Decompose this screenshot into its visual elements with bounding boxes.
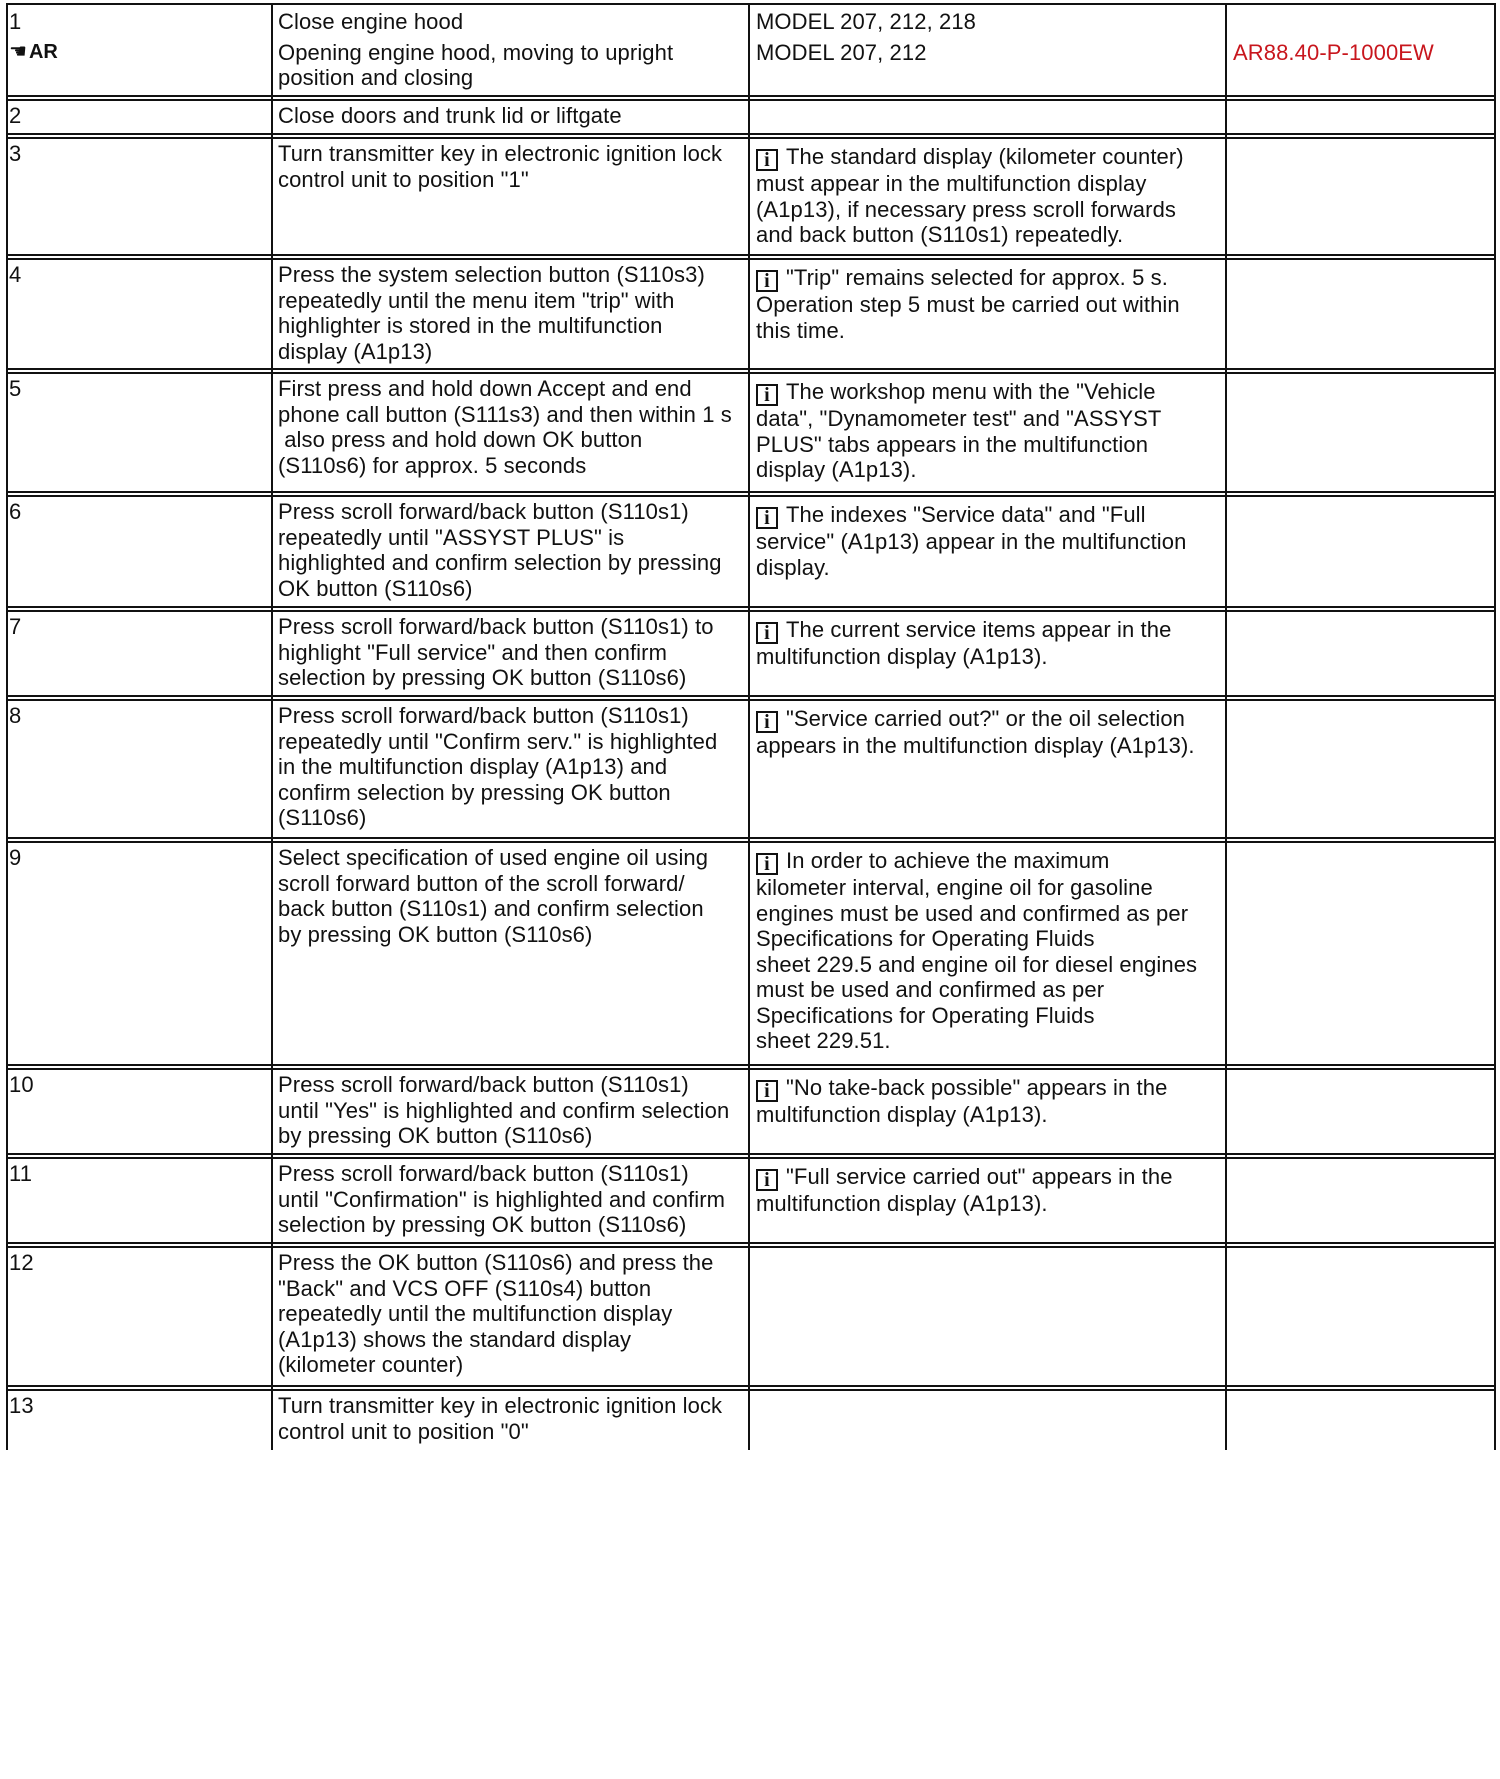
step-number: 8 <box>9 703 22 728</box>
info-icon: i <box>756 853 778 875</box>
note-text: i In order to achieve the maximum kilometer interval, engine oil for gasoline engines must be used and confirmed as per Specifications for Operating Fluids sheet 229.5 and engine oil for diesel engines must be used and confirmed as per Specifications for Operating Fluids sheet 229.51. <box>756 848 1198 1053</box>
step-number: 6 <box>9 499 22 524</box>
info-icon: i <box>756 1080 778 1102</box>
row-border <box>6 95 1496 97</box>
row-border <box>6 133 1496 135</box>
note-text: i "Trip" remains selected for approx. 5 s. Operation step 5 must be carried out within this time. <box>756 265 1180 343</box>
info-icon: i <box>756 622 778 644</box>
step-number: 1 <box>9 9 22 34</box>
model-applicability: MODEL 207, 212, 218 MODEL 207, 212 <box>756 9 976 65</box>
info-icon: i <box>756 1169 778 1191</box>
info-icon: i <box>756 507 778 529</box>
step-text: Close engine hood Opening engine hood, moving to upright position and closing <box>278 9 674 90</box>
column-border <box>6 4 8 1450</box>
step-number: 12 <box>9 1250 34 1275</box>
row-border <box>6 368 1496 370</box>
column-border <box>1225 4 1227 1450</box>
pointing-hand-icon: ☛ <box>9 41 27 63</box>
note-text: i "Full service carried out" appears in the multifunction display (A1p13). <box>756 1164 1173 1216</box>
row-border <box>6 695 1496 697</box>
note-text: i The standard display (kilometer counter) must appear in the multifunction display (A1p13), if necessary press scroll forwards and back button (S110s1) repeatedly. <box>756 144 1184 247</box>
step-number: 4 <box>9 262 22 287</box>
info-icon: i <box>756 384 778 406</box>
step-text: Select specification of used engine oil using scroll forward button of the scroll forward/ back button (S110s1) and confirm selection by pressing OK button (S110s6) <box>278 845 709 947</box>
note-text: i The indexes "Service data" and "Full service" (A1p13) appear in the multifunction display. <box>756 502 1187 580</box>
step-number: 5 <box>9 376 22 401</box>
column-border <box>271 4 273 1450</box>
step-text: Press the OK button (S110s6) and press the "Back" and VCS OFF (S110s4) button repeatedly until the multifunction display (A1p13) shows the standard display (kilometer counter) <box>278 1250 714 1377</box>
column-border <box>1494 4 1496 1450</box>
row-border <box>6 1385 1496 1387</box>
step-text: Close doors and trunk lid or liftgate <box>278 103 622 128</box>
row-border <box>6 3 1496 5</box>
step-text: Press scroll forward/back button (S110s1) to highlight "Full service" and then confirm selection by pressing OK button (S110s6) <box>278 614 714 690</box>
row-border <box>6 606 1496 608</box>
row-border <box>6 137 1496 139</box>
row-border <box>6 841 1496 843</box>
row-border <box>6 258 1496 260</box>
note-text: i "Service carried out?" or the oil selection appears in the multifunction display (A1p13). <box>756 706 1195 758</box>
step-number: 11 <box>9 1161 33 1186</box>
info-icon: i <box>756 270 778 292</box>
row-border <box>6 1246 1496 1248</box>
row-border <box>6 610 1496 612</box>
info-icon: i <box>756 711 778 733</box>
step-text: Turn transmitter key in electronic ignition lock control unit to position "0" <box>278 1393 723 1444</box>
step-text: Press scroll forward/back button (S110s1) repeatedly until "Confirm serv." is highlighted in the multifunction display (A1p13) and confirm selection by pressing OK button (S110s6) <box>278 703 718 830</box>
row-border <box>6 1389 1496 1391</box>
row-border <box>6 837 1496 839</box>
row-border <box>6 99 1496 101</box>
step-text: First press and hold down Accept and end phone call button (S111s3) and then within 1 s also press and hold down OK button (S110s6) for approx. 5 seconds <box>278 376 732 478</box>
row-border <box>6 1064 1496 1066</box>
step-number: 3 <box>9 141 22 166</box>
row-border <box>6 372 1496 374</box>
step-text: Press scroll forward/back button (S110s1) repeatedly until "ASSYST PLUS" is highlighted and confirm selection by pressing OK button (S110s6) <box>278 499 722 601</box>
row-border <box>6 1242 1496 1244</box>
step-text: Press the system selection button (S110s3) repeatedly until the menu item "trip" with highlighter is stored in the multifunction display (A1p13) <box>278 262 705 364</box>
reference-link[interactable]: AR88.40-P-1000EW <box>1233 40 1434 65</box>
step-text: Press scroll forward/back button (S110s1) until "Confirmation" is highlighted and confirm selection by pressing OK button (S110s6) <box>278 1161 726 1237</box>
ar-reference-marker: ☛ AR <box>9 41 58 63</box>
step-number: 7 <box>9 614 22 639</box>
step-text: Turn transmitter key in electronic ignition lock control unit to position "1" <box>278 141 723 192</box>
row-border <box>6 254 1496 256</box>
step-text: Press scroll forward/back button (S110s1) until "Yes" is highlighted and confirm selection by pressing OK button (S110s6) <box>278 1072 730 1148</box>
row-border <box>6 1157 1496 1159</box>
note-text: i The workshop menu with the "Vehicle data", "Dynamometer test" and "ASSYST PLUS" tabs appears in the multifunction display (A1p13). <box>756 379 1162 482</box>
column-border <box>748 4 750 1450</box>
row-border <box>6 699 1496 701</box>
info-icon: i <box>756 149 778 171</box>
step-number: 2 <box>9 103 22 128</box>
note-text: i "No take-back possible" appears in the multifunction display (A1p13). <box>756 1075 1168 1127</box>
note-text: i The current service items appear in the multifunction display (A1p13). <box>756 617 1172 669</box>
row-border <box>6 1068 1496 1070</box>
step-number: 10 <box>9 1072 34 1097</box>
step-number: 13 <box>9 1393 34 1418</box>
row-border <box>6 1153 1496 1155</box>
step-number: 9 <box>9 845 22 870</box>
row-border <box>6 491 1496 493</box>
row-border <box>6 495 1496 497</box>
